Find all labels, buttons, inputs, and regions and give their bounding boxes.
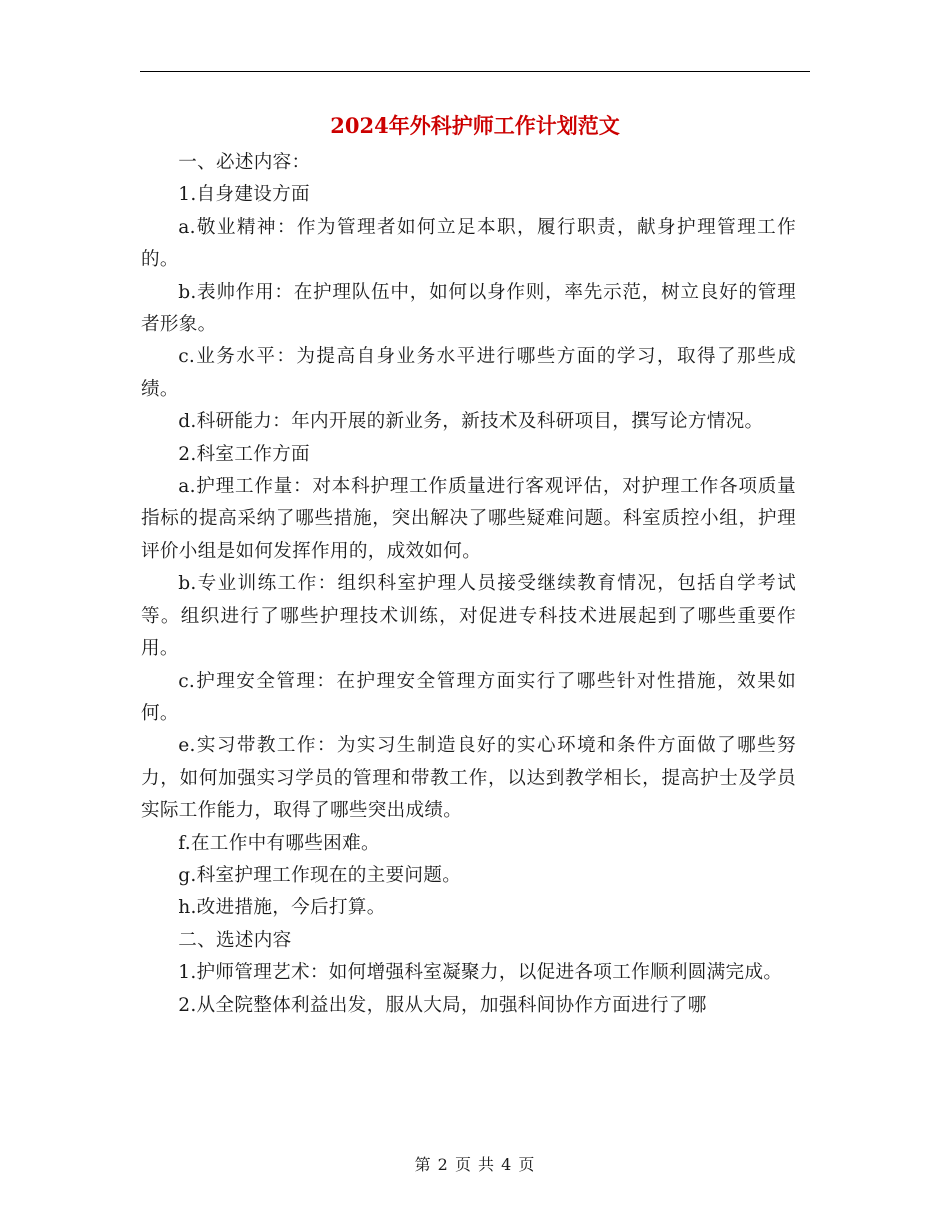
- paragraph: c.业务水平：为提高自身业务水平进行哪些方面的学习，取得了那些成绩。: [141, 346, 796, 400]
- document-title: 2024年外科护师工作计划范文: [330, 113, 620, 138]
- paragraph: 一、必述内容：: [178, 152, 311, 173]
- paragraph: 2.从全院整体利益出发，服从大局，加强科间协作方面进行了哪: [178, 994, 707, 1016]
- document-body: [141, 147, 796, 1022]
- paragraph: 1.自身建设方面: [178, 184, 310, 206]
- paragraph: h.改进措施，今后打算。: [178, 897, 386, 919]
- header-rule: [140, 71, 810, 72]
- paragraph: f.在工作中有哪些困难。: [178, 832, 380, 854]
- paragraph: 2.科室工作方面: [178, 443, 310, 465]
- page-footer: 第 2 页 共 4 页: [414, 1155, 536, 1174]
- paragraph: a.敬业精神：作为管理者如何立足本职，履行职责，献身护理管理工作的。: [141, 216, 796, 271]
- paragraph: c.护理安全管理：在护理安全管理方面实行了哪些针对性措施，效果如何。: [141, 670, 796, 724]
- paragraph: g.科室护理工作现在的主要问题。: [178, 864, 462, 886]
- paragraph: b.专业训练工作：组织科室护理人员接受继续教育情况，包括自学考试等。组织进行了哪些护理技术训练，对促进专科技术进展起到了哪些重要作用。: [141, 573, 796, 660]
- paragraph: e.实习带教工作：为实习生制造良好的实心环境和条件方面做了哪些努力，如何加强实习学员的管理和带教工作，以达到教学相长，提高护士及学员实际工作能力，取得了哪些突出成绩。: [141, 735, 796, 822]
- paragraph: 1.护师管理艺术：如何增强科室凝聚力，以促进各项工作顺利圆满完成。: [178, 962, 783, 984]
- paragraph: b.表帅作用：在护理队伍中，如何以身作则，率先示范，树立良好的管理者形象。: [141, 281, 796, 336]
- paragraph: 二、选述内容: [178, 929, 292, 951]
- paragraph: a.护理工作量：对本科护理工作质量进行客观评估，对护理工作各项质量指标的提高采纳了哪些措施，突出解决了哪些疑难问题。科室质控小组，护理评价小组是如何发挥作用的，成效如何。: [141, 476, 796, 562]
- paragraph: d.科研能力：年内开展的新业务，新技术及科研项目，撰写论方情况。: [178, 411, 764, 433]
